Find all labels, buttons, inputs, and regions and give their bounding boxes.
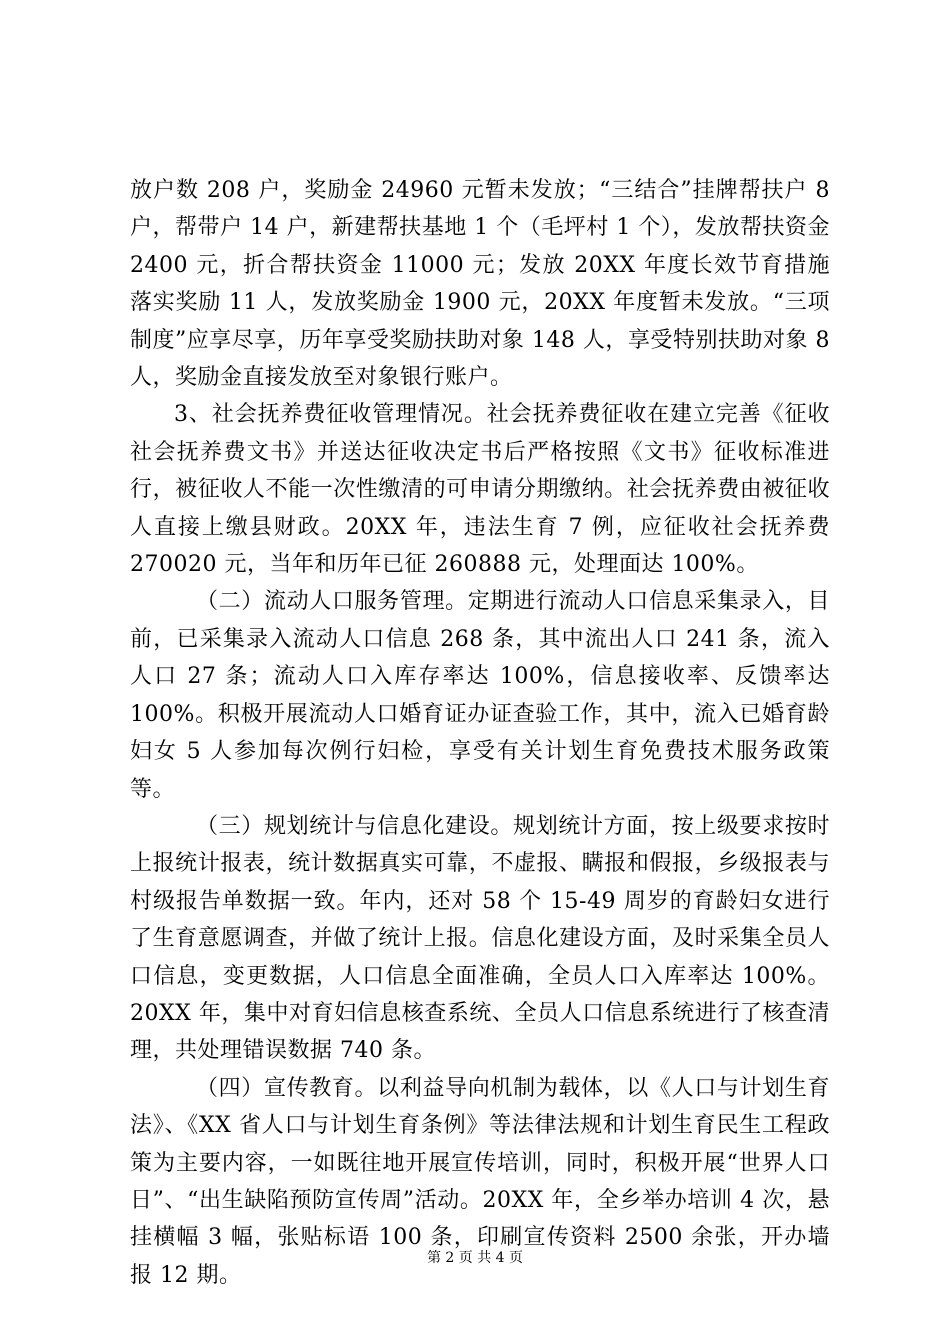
paragraph-floating-population: （二）流动人口服务管理。定期进行流动人口信息采集录入，目前，已采集录入流动人口信息 268 条，其中流出人口 241 条，流入人口 27 条；流动人口入库存率达 100%，信息接收率、反馈率达 100%。积极开展流动人口婚育证办证查验工作，其中，流入已婚育龄妇女 5 人参加每次例行妇检，享受有关计划生育免费技术服务政策等。	[130, 589, 830, 802]
paragraph-social-fee-collection: 3、社会抚养费征收管理情况。社会抚养费征收在建立完善《征收社会抚养费文书》并送达征收决定书后严格按照《文书》征收标准进行，被征收人不能一次性缴清的可申请分期缴纳。社会抚养费由被征收人直接上缴县财政。20XX 年，违法生育 7 例，应征收社会抚养费 270020 元，当年和历年已征 260888 元，处理面达 100%。	[130, 402, 830, 578]
paragraph-publicity-education: （四）宣传教育。以利益导向机制为载体，以《人口与计划生育法》、《XX 省人口与计划生育条例》等法律法规和计划生育民生工程政策为主要内容，一如既往地开展宣传培训，同时，积极开展“世界人口日”、“出生缺陷预防宣传周”活动。20XX 年，全乡举办培训 4 次，悬挂横幅 3 幅，张贴标语 100 条，印刷宣传资料 2500 余张，开办墙报 12 期。	[130, 1075, 830, 1288]
document-body	[130, 172, 830, 1294]
paragraph-statistics-informatization: （三）规划统计与信息化建设。规划统计方面，按上级要求按时上报统计报表，统计数据真实可靠，不虚报、瞒报和假报，乡级报表与村级报告单数据一致。年内，还对 58 个 15-49 周岁的育龄妇女进行了生育意愿调查，并做了统计上报。信息化建设方面，及时采集全员人口信息，变更数据，人口信息全面准确，全员人口入库率达 100%。20XX 年，集中对育妇信息核查系统、全员人口信息系统进行了核查清理，共处理错误数据 740 条。	[130, 813, 830, 1064]
page-number-footer: 第 2 页 共 4 页	[426, 1250, 524, 1266]
paragraph-reward-distribution: 放户数 208 户，奖励金 24960 元暂未发放；“三结合”挂牌帮扶户 8 户，帮带户 14 户，新建帮扶基地 1 个（毛坪村 1 个），发放帮扶资金 2400 元，折合帮扶资金 11000 元；发放 20XX 年度长效节育措施落实奖励 11 人，发放奖励金 1900 元，20XX 年度暂未发放。“三项制度”应享尽享，历年享受奖励扶助对象 148 人，享受特别扶助对象 8 人，奖励金直接发放至对象银行账户。	[130, 178, 830, 391]
